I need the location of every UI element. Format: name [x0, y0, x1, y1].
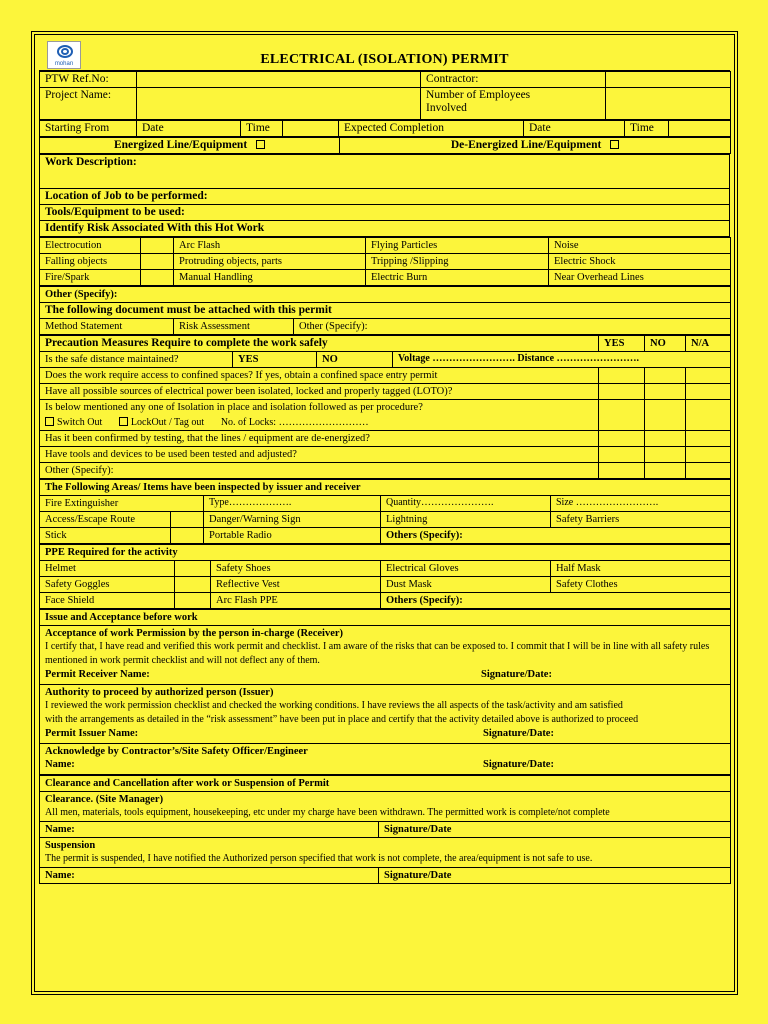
- end-time-label: Time: [625, 121, 669, 137]
- authority-heading: Authority to proceed by authorized person (Issuer): [45, 687, 274, 698]
- lockout-label: LockOut / Tag out: [130, 417, 205, 428]
- inspection-heading: The Following Areas/ Items have been inspected by issuer and receiver: [40, 480, 731, 496]
- precaution-heading: Precaution Measures Require to complete the work safely: [40, 336, 599, 352]
- risk-item[interactable]: Electric Burn: [366, 270, 549, 286]
- end-date-field[interactable]: Date: [524, 121, 625, 137]
- de-energized-option: [340, 138, 731, 154]
- attach-other-field[interactable]: Other (Specify):: [294, 319, 731, 335]
- safe-distance-no[interactable]: NO: [317, 352, 393, 368]
- answer-yes-cell[interactable]: [599, 368, 645, 384]
- risk-item[interactable]: Noise: [549, 238, 731, 254]
- answer-na-cell[interactable]: [686, 384, 731, 400]
- loto-question: Have all possible sources of electrical power been isolated, locked and properly tagged (LOTO)?: [40, 384, 599, 400]
- no-column-header: NO: [645, 336, 686, 352]
- answer-yes-cell[interactable]: [599, 447, 645, 463]
- ppe-item[interactable]: Safety Goggles: [40, 577, 175, 593]
- clearance-heading: Clearance and Cancellation after work or Suspension of Permit: [40, 776, 731, 792]
- clearance-signature-field[interactable]: Signature/Date: [379, 822, 731, 838]
- ppe-item[interactable]: Dust Mask: [381, 577, 551, 593]
- clearance-table: [39, 775, 731, 884]
- receiver-name-field[interactable]: Permit Receiver Name:: [45, 669, 150, 680]
- work-description-field[interactable]: Work Description:: [40, 155, 730, 189]
- extinguisher-type-field[interactable]: Type……………….: [204, 496, 381, 512]
- authority-text-line1: I reviewed the work permission checklist and checked the working conditions. I have reviews the all aspects of the task/activity and am satisfied: [45, 700, 623, 711]
- permit-form: [39, 39, 730, 884]
- de-energized-test-question: Has it been confirmed by testing, that the lines / equipment are de-energized?: [40, 431, 599, 447]
- other-risk-field[interactable]: Other (Specify):: [40, 287, 731, 303]
- risk-checkbox-cell[interactable]: [141, 270, 174, 286]
- num-employees-label-line1: Number of Employees: [426, 89, 531, 101]
- risk-item[interactable]: Arc Flash: [174, 238, 366, 254]
- risk-item[interactable]: Tripping /Slipping: [366, 254, 549, 270]
- location-field[interactable]: Location of Job to be performed:: [40, 189, 730, 205]
- ppe-item[interactable]: Face Shield: [40, 593, 175, 609]
- contractor-label: Contractor:: [421, 72, 606, 88]
- num-employees-label-line2: Involved: [426, 102, 467, 114]
- risk-checkbox-cell[interactable]: [141, 238, 174, 254]
- risk-assessment-option[interactable]: Risk Assessment: [174, 319, 294, 335]
- suspension-signature-field[interactable]: Signature/Date: [379, 868, 731, 884]
- fire-extinguisher-item[interactable]: Fire Extinguisher: [40, 496, 204, 512]
- num-employees-field[interactable]: [606, 88, 731, 120]
- de-energized-label: De-Energized Line/Equipment: [450, 139, 602, 151]
- answer-yes-cell[interactable]: [599, 400, 645, 431]
- starting-from-label: Starting From: [40, 121, 137, 137]
- precaution-other-field[interactable]: Other (Specify):: [40, 463, 599, 479]
- issuer-name-field[interactable]: Permit Issuer Name:: [45, 728, 139, 739]
- energized-checkbox[interactable]: [256, 140, 265, 149]
- num-locks-field[interactable]: No. of Locks: ………………………: [220, 417, 369, 428]
- site-manager-section: [40, 792, 731, 822]
- work-details-table: [39, 154, 730, 237]
- ppe-heading: PPE Required for the activity: [40, 545, 731, 561]
- ppe-item[interactable]: Safety Clothes: [551, 577, 731, 593]
- end-time-field[interactable]: [669, 121, 731, 137]
- risk-table: [39, 237, 731, 286]
- risk-item[interactable]: Protruding objects, parts: [174, 254, 366, 270]
- answer-na-cell[interactable]: [686, 400, 731, 431]
- project-name-field[interactable]: [137, 88, 421, 120]
- tools-tested-question: Have tools and devices to be used been tested and adjusted?: [40, 447, 599, 463]
- clearance-name-field[interactable]: Name:: [40, 822, 379, 838]
- acknowledge-signature-field[interactable]: Signature/Date:: [483, 759, 554, 770]
- ppe-checkbox-cell[interactable]: [175, 577, 211, 593]
- voltage-distance-field[interactable]: Voltage ……………………. Distance …………………….: [393, 352, 731, 368]
- stick-item[interactable]: Stick: [40, 528, 171, 544]
- acknowledge-heading: Acknowledge by Contractor’s/Site Safety Officer/Engineer: [45, 746, 308, 757]
- danger-sign-item[interactable]: Danger/Warning Sign: [204, 512, 381, 528]
- de-energized-checkbox[interactable]: [610, 140, 619, 149]
- risk-item[interactable]: Electrocution: [40, 238, 141, 254]
- suspension-name-field[interactable]: Name:: [40, 868, 379, 884]
- inspect-checkbox-cell[interactable]: [171, 528, 204, 544]
- identify-risk-heading: Identify Risk Associated With this Hot Work: [40, 221, 730, 237]
- answer-yes-cell[interactable]: [599, 384, 645, 400]
- safety-barriers-item[interactable]: Safety Barriers: [551, 512, 731, 528]
- ppe-checkbox-cell[interactable]: [175, 593, 211, 609]
- switch-out-checkbox[interactable]: [45, 417, 54, 426]
- permit-info-table: [39, 71, 731, 120]
- answer-no-cell[interactable]: [645, 368, 686, 384]
- precaution-table: [39, 335, 731, 479]
- safe-distance-question: Is the safe distance maintained?: [40, 352, 233, 368]
- start-time-field[interactable]: [283, 121, 339, 137]
- start-date-field[interactable]: Date: [137, 121, 241, 137]
- isolation-question-text: Is below mentioned any one of Isolation in place and isolation followed as per procedure?: [45, 402, 423, 413]
- risk-item[interactable]: Near Overhead Lines: [549, 270, 731, 286]
- answer-na-cell[interactable]: [686, 447, 731, 463]
- attach-heading: The following document must be attached with this permit: [40, 303, 731, 319]
- issue-acceptance-table: [39, 609, 731, 775]
- site-manager-text: All men, materials, tools equipment, housekeeping, etc under my charge have been withdrawn. The permitted work is complete/not complete: [45, 807, 610, 818]
- acknowledge-section: [40, 744, 731, 775]
- inspection-table: [39, 479, 731, 544]
- suspension-section: [40, 838, 731, 868]
- receiver-signature-field[interactable]: Signature/Date:: [481, 669, 552, 680]
- authority-section: [40, 685, 731, 744]
- acceptance-text: I certify that, I have read and verified this work permit and checklist. I am aware of the risks that can be exposed to. I commit that I will be in line with all safety rules mentioned in work permit checklist and will not deflect any of them.: [45, 641, 710, 666]
- expected-completion-label: Expected Completion: [339, 121, 524, 137]
- ppe-table: [39, 544, 731, 609]
- risk-item[interactable]: Fire/Spark: [40, 270, 141, 286]
- inspection-others-field[interactable]: Others (Specify):: [381, 528, 731, 544]
- answer-no-cell[interactable]: [645, 431, 686, 447]
- issue-heading: Issue and Acceptance before work: [40, 610, 731, 626]
- lockout-checkbox[interactable]: [119, 417, 128, 426]
- ppe-item[interactable]: Half Mask: [551, 561, 731, 577]
- ppe-item[interactable]: Reflective Vest: [211, 577, 381, 593]
- attachments-table: [39, 286, 731, 335]
- start-time-label: Time: [241, 121, 283, 137]
- lightning-item[interactable]: Lightning: [381, 512, 551, 528]
- ptw-ref-label: PTW Ref.No:: [40, 72, 137, 88]
- suspension-text: The permit is suspended, I have notified the Authorized person specified that work is not complete, the area/equipment is not safe to use.: [45, 853, 593, 864]
- risk-item[interactable]: Flying Particles: [366, 238, 549, 254]
- ppe-item[interactable]: Arc Flash PPE: [211, 593, 381, 609]
- logo-text: mohan: [54, 61, 74, 67]
- site-manager-heading: Clearance. (Site Manager): [45, 794, 164, 805]
- isolation-question: [40, 400, 599, 431]
- ppe-checkbox-cell[interactable]: [175, 561, 211, 577]
- risk-item[interactable]: Electric Shock: [549, 254, 731, 270]
- form-header: [39, 39, 730, 71]
- schedule-table: [39, 120, 731, 137]
- ppe-item[interactable]: Electrical Gloves: [381, 561, 551, 577]
- line-status-table: [39, 137, 731, 154]
- extinguisher-size-field[interactable]: Size …………………….: [551, 496, 731, 512]
- energized-option: [40, 138, 340, 154]
- answer-no-cell[interactable]: [645, 447, 686, 463]
- risk-item[interactable]: Manual Handling: [174, 270, 366, 286]
- suspension-heading: Suspension: [45, 840, 96, 851]
- ppe-item[interactable]: Helmet: [40, 561, 175, 577]
- ptw-ref-field[interactable]: [137, 72, 421, 88]
- confined-space-question: Does the work require access to confined spaces? If yes, obtain a confined space entry permit: [40, 368, 599, 384]
- acceptance-heading: Acceptance of work Permission by the person in-charge (Receiver): [45, 628, 344, 639]
- acceptance-section: [40, 626, 731, 685]
- ppe-item[interactable]: Safety Shoes: [211, 561, 381, 577]
- inspect-checkbox-cell[interactable]: [171, 512, 204, 528]
- energized-label: Energized Line/Equipment: [113, 139, 248, 151]
- portable-radio-item[interactable]: Portable Radio: [204, 528, 381, 544]
- page-title: ELECTRICAL (ISOLATION) PERMIT: [260, 52, 509, 67]
- na-column-header: N/A: [686, 336, 731, 352]
- answer-no-cell[interactable]: [645, 384, 686, 400]
- safe-distance-yes[interactable]: YES: [233, 352, 317, 368]
- ppe-others-field[interactable]: Others (Specify):: [381, 593, 731, 609]
- answer-no-cell[interactable]: [645, 400, 686, 431]
- acknowledge-name-field[interactable]: Name:: [45, 759, 75, 770]
- answer-yes-cell[interactable]: [599, 431, 645, 447]
- answer-na-cell[interactable]: [686, 431, 731, 447]
- project-name-label: Project Name:: [40, 88, 137, 120]
- issuer-signature-field[interactable]: Signature/Date:: [483, 728, 554, 739]
- extinguisher-quantity-field[interactable]: Quantity………………….: [381, 496, 551, 512]
- contractor-field[interactable]: [606, 72, 731, 88]
- risk-checkbox-cell[interactable]: [141, 254, 174, 270]
- risk-item[interactable]: Falling objects: [40, 254, 141, 270]
- access-route-item[interactable]: Access/Escape Route: [40, 512, 171, 528]
- answer-yes-cell[interactable]: [599, 463, 645, 479]
- authority-text-line2: with the arrangements as detailed in the “risk assessment” have been put in place and certify that the activity detailed above is authorized to proceed: [45, 714, 639, 725]
- answer-na-cell[interactable]: [686, 463, 731, 479]
- method-statement-option[interactable]: Method Statement: [40, 319, 174, 335]
- num-employees-label: [421, 88, 606, 120]
- answer-no-cell[interactable]: [645, 463, 686, 479]
- yes-column-header: YES: [599, 336, 645, 352]
- switch-out-label: Switch Out: [57, 417, 103, 428]
- tools-field[interactable]: Tools/Equipment to be used:: [40, 205, 730, 221]
- answer-na-cell[interactable]: [686, 368, 731, 384]
